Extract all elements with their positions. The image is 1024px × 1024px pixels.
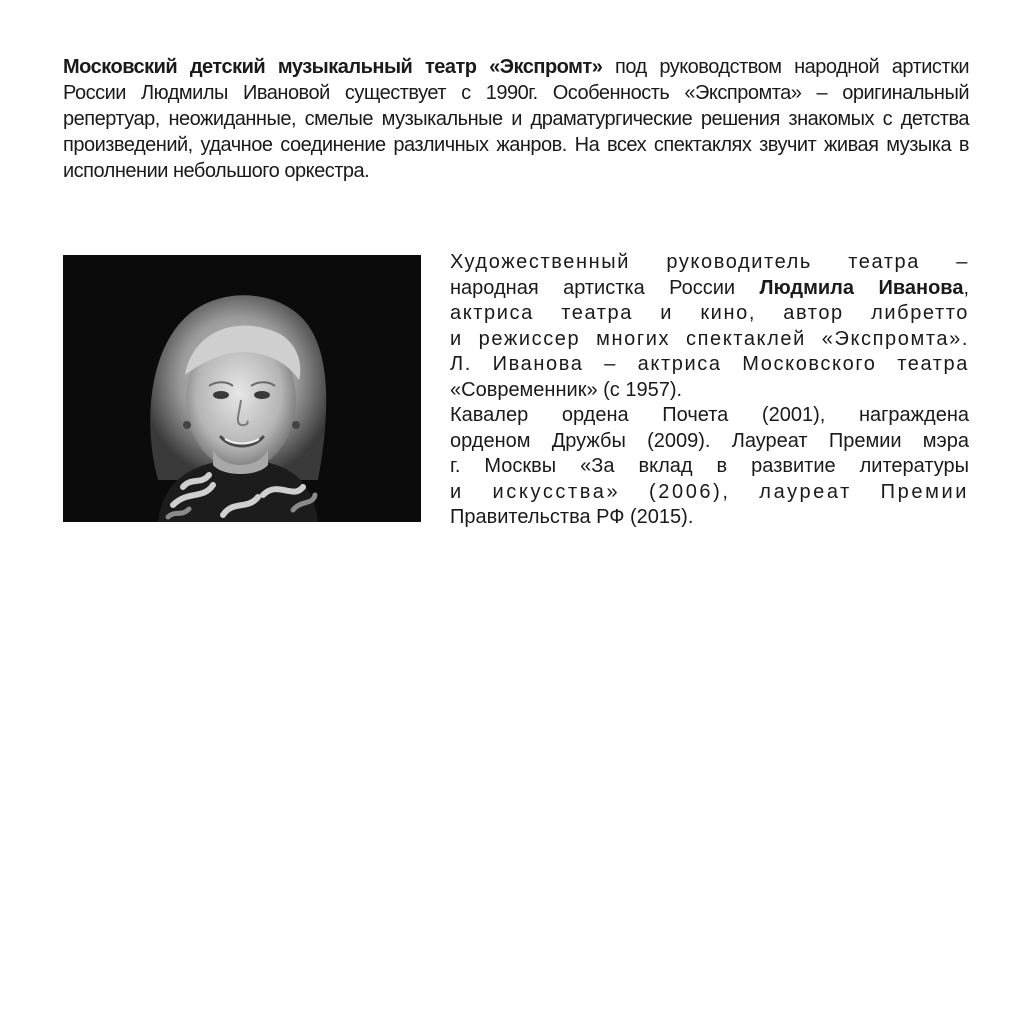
bio-line-text: народная артистка России	[450, 276, 760, 299]
bio-line: и режиссер многих спектаклей «Экспромта».	[450, 327, 969, 350]
portrait-photo	[63, 255, 421, 522]
bio-line: Л. Иванова – актриса Московского театра	[450, 353, 969, 375]
theatre-name: Московский детский музыкальный театр «Экспромт»	[63, 56, 603, 78]
bio-line: «Современник» (с 1957).	[450, 378, 683, 401]
bio-line: и искусства» (2006), лауреат Премии	[450, 480, 969, 503]
bio-line-text: ,	[963, 276, 970, 299]
portrait-photo-icon	[63, 255, 421, 522]
bio-line: г. Москвы «За вклад в развитие литературы	[450, 455, 969, 477]
bio-line: Художественный руководитель театра –	[450, 251, 969, 273]
bio-line	[450, 276, 969, 302]
biography	[450, 250, 969, 531]
bio-line: Кавалер ордена Почета (2001), награждена	[450, 404, 969, 426]
director-name: Людмила Иванова	[759, 276, 964, 299]
intro-paragraph	[63, 54, 969, 184]
bio-line: актриса театра и кино, автор либретто	[450, 302, 969, 324]
intro-text: под руководством народной артистки России Людмилы Ивановой существует с 1990г. Особенность «Экспромта» – оригинальный репертуар, неожиданные, смелые музыкальные и драматургические решения знакомых с детства произведений, удачное соединение различных жанров. На всех спектаклях звучит живая музыка в исполнении небольшого оркестра.	[63, 56, 969, 182]
bio-line: орденом Дружбы (2009). Лауреат Премии мэра	[450, 429, 969, 452]
bio-line: Правительства РФ (2015).	[450, 506, 694, 528]
